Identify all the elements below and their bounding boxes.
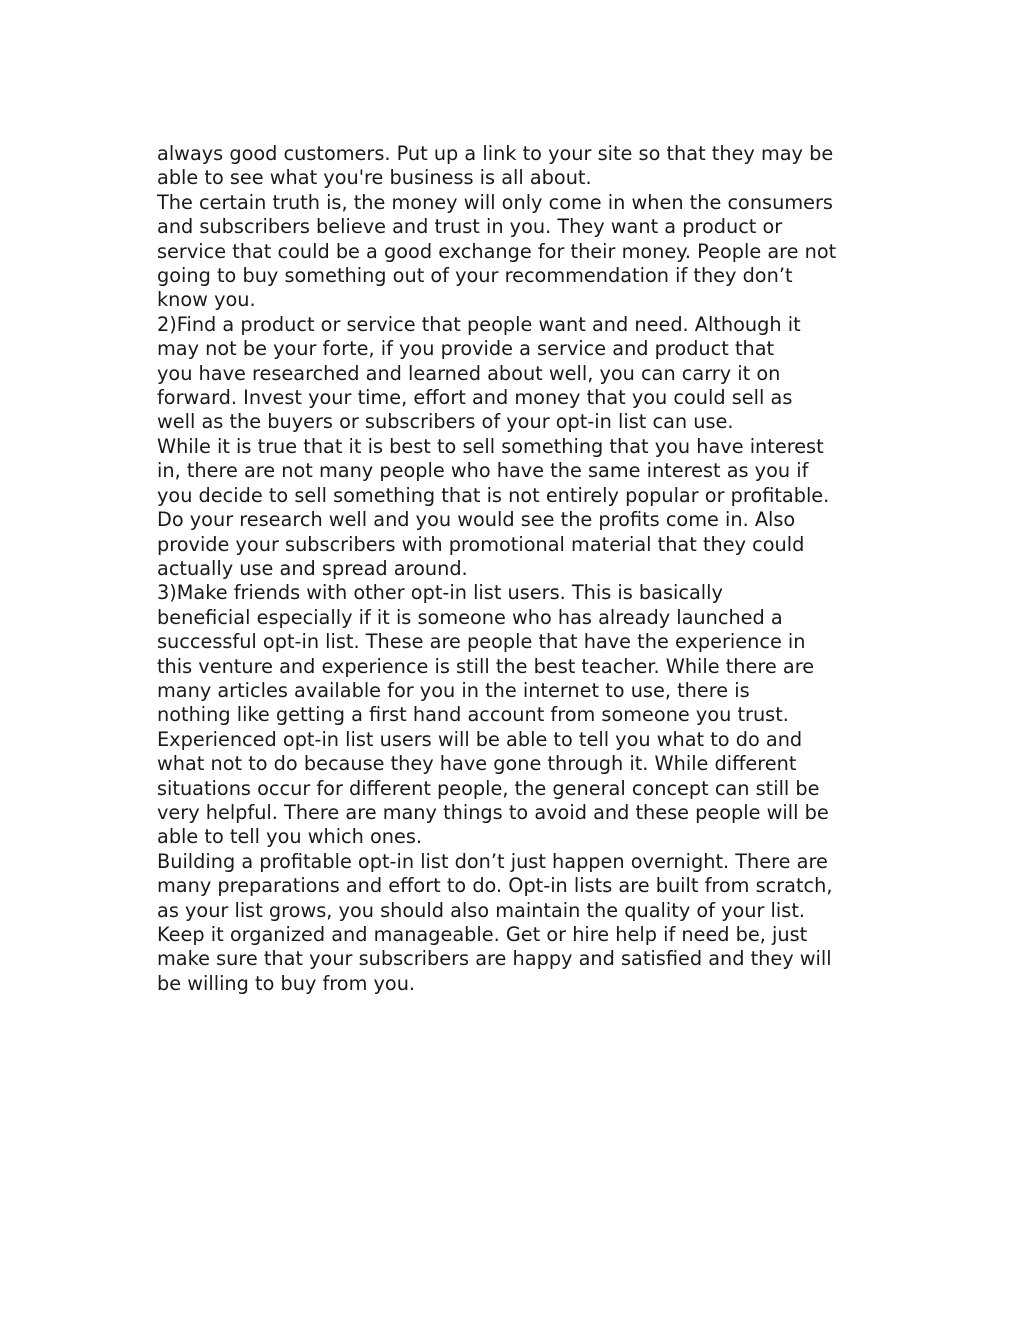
paragraph-sell-interest	[157, 435, 887, 581]
text-line: and subscribers believe and trust in you. They want a product or	[157, 215, 783, 239]
text-line: provide your subscribers with promotional material that they could	[157, 532, 805, 556]
text-line: many articles available for you in the internet to use, there is	[157, 678, 750, 702]
text-line: you decide to sell something that is not entirely popular or profitable.	[157, 483, 830, 507]
paragraph-customers-link	[157, 142, 887, 191]
text-line: service that could be a good exchange for their money. People are not	[157, 239, 837, 263]
list-item-3-make-friends	[157, 581, 887, 727]
text-line: nothing like getting a first hand account from someone you trust.	[157, 703, 789, 727]
text-line: While it is true that it is best to sell something that you have interest	[157, 434, 824, 458]
text-line: 2)Find a product or service that people want and need. Although it	[157, 312, 801, 336]
list-item-2-find-product	[157, 313, 887, 435]
text-line: this venture and experience is still the best teacher. While there are	[157, 654, 815, 678]
text-line: able to see what you're business is all about.	[157, 166, 592, 190]
text-line: many preparations and effort to do. Opt-in lists are built from scratch,	[157, 874, 833, 898]
text-line: situations occur for different people, the general concept can still be	[157, 776, 820, 800]
text-line: beneficial especially if it is someone who has already launched a	[157, 605, 783, 629]
text-line: may not be your forte, if you provide a service and product that	[157, 337, 775, 361]
text-line: you have researched and learned about well, you can carry it on	[157, 361, 781, 385]
text-line: able to tell you which ones.	[157, 825, 423, 849]
text-line: as your list grows, you should also maintain the quality of your list.	[157, 898, 806, 922]
text-line: 3)Make friends with other opt-in list users. This is basically	[157, 581, 723, 605]
text-line: Keep it organized and manageable. Get or hire help if need be, just	[157, 923, 808, 946]
text-line: Experienced opt-in list users will be able to tell you what to do and	[157, 727, 803, 751]
text-line: successful opt-in list. These are people that have the experience in	[157, 630, 806, 654]
paragraph-building-list	[157, 850, 887, 996]
text-line: what not to do because they have gone through it. While different	[157, 752, 797, 776]
paragraph-experienced-users	[157, 728, 887, 850]
text-line: know you.	[157, 288, 256, 312]
text-line: be willing to buy from you.	[157, 971, 416, 995]
text-line: always good customers. Put up a link to your site so that they may be	[157, 142, 834, 165]
text-line: Building a profitable opt-in list don’t just happen overnight. There are	[157, 849, 828, 873]
text-line: going to buy something out of your recommendation if they don’t	[157, 264, 793, 288]
text-line: forward. Invest your time, effort and money that you could sell as	[157, 386, 793, 410]
text-line: make sure that your subscribers are happy and satisfied and they will	[157, 947, 832, 971]
text-line: actually use and spread around.	[157, 556, 468, 580]
paragraph-certain-truth	[157, 191, 887, 313]
text-line: in, there are not many people who have the same interest as you if	[157, 459, 809, 483]
text-line: well as the buyers or subscribers of your opt-in list can use.	[157, 410, 734, 434]
text-line: Do your research well and you would see the profits come in. Also	[157, 508, 796, 532]
text-line: The certain truth is, the money will only come in when the consumers	[157, 190, 833, 214]
document-body	[157, 142, 887, 996]
text-line: very helpful. There are many things to avoid and these people will be	[157, 800, 829, 824]
